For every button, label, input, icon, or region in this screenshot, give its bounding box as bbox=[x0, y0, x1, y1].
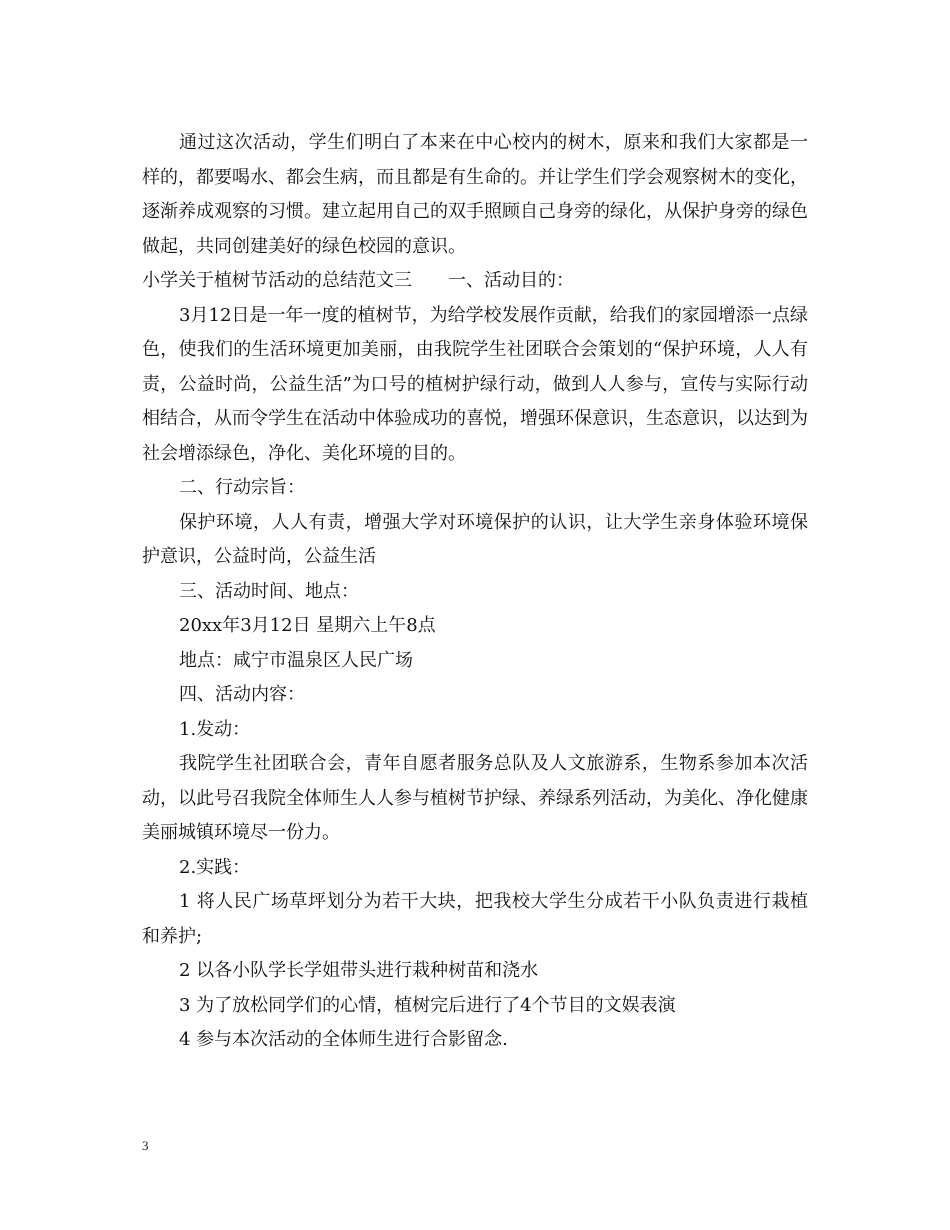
document-body bbox=[142, 126, 808, 1058]
heading-time-place: 三、活动时间、地点： bbox=[179, 580, 359, 602]
list-item-practice-4: 4 参与本次活动的全体师生进行合影留念. bbox=[179, 1029, 508, 1050]
heading-practice: 2.实践： bbox=[179, 856, 251, 878]
list-item-practice-2: 2 以各小队学长学姐带头进行栽种树苗和浇水 bbox=[179, 960, 539, 981]
paragraph-summary: 通过这次活动，学生们明白了本来在中心校内的树木，原来和我们大家都是一样的，都要喝水、都会生病，而且都是有生命的。并让学生们学会观察树木的变化，逐渐养成观察的习惯。建立起用自己的双手照顾自己身旁的绿化，从保护身旁的绿色做起，共同创建美好的绿色校园的意识。 bbox=[142, 132, 808, 257]
paragraph-action-aim: 保护环境，人人有责，增强大学对环境保护的认识，让大学生亲身体验环境保护意识，公益时尚，公益生活 bbox=[142, 511, 808, 567]
list-item-practice-3: 3 为了放松同学们的心情，植树完后进行了4个节目的文娱表演 bbox=[179, 994, 676, 1016]
paragraph-place: 地点：咸宁市温泉区人民广场 bbox=[179, 649, 413, 671]
heading-mobilize: 1.发动： bbox=[179, 718, 251, 740]
heading-action-aim: 二、行动宗旨： bbox=[179, 477, 305, 498]
paragraph-mobilize: 我院学生社团联合会，青年自愿者服务总队及人文旅游系，生物系参加本次活动，以此号召我院全体师生人人参与植树节护绿、养绿系列活动，为美化、净化健康美丽城镇环境尽一份力。 bbox=[142, 753, 808, 843]
paragraph-time: 20xx年3月12日 星期六上午8点 bbox=[179, 615, 436, 636]
paragraph-section-title: 小学关于植树节活动的总结范文三 一、活动目的： bbox=[142, 270, 574, 291]
list-item-practice-1: 1 将人民广场草坪划分为若干大块，把我校大学生分成若干小队负责进行栽植和养护; bbox=[142, 891, 808, 947]
paragraph-purpose: 3月12日是一年一度的植树节，为给学校发展作贡献，给我们的家园增添一点绿色，使我们的生活环境更加美丽，由我院学生社团联合会策划的“保护环境，人人有责，公益时尚，公益生活”为口号的植树护绿行动，做到人人参与，宣传与实际行动相结合，从而令学生在活动中体验成功的喜悦，增强环保意识，生态意识，以达到为社会增添绿色，净化、美化环境的目的。 bbox=[142, 304, 808, 464]
heading-content: 四、活动内容： bbox=[179, 684, 305, 705]
page-number: 3 bbox=[142, 1138, 149, 1153]
